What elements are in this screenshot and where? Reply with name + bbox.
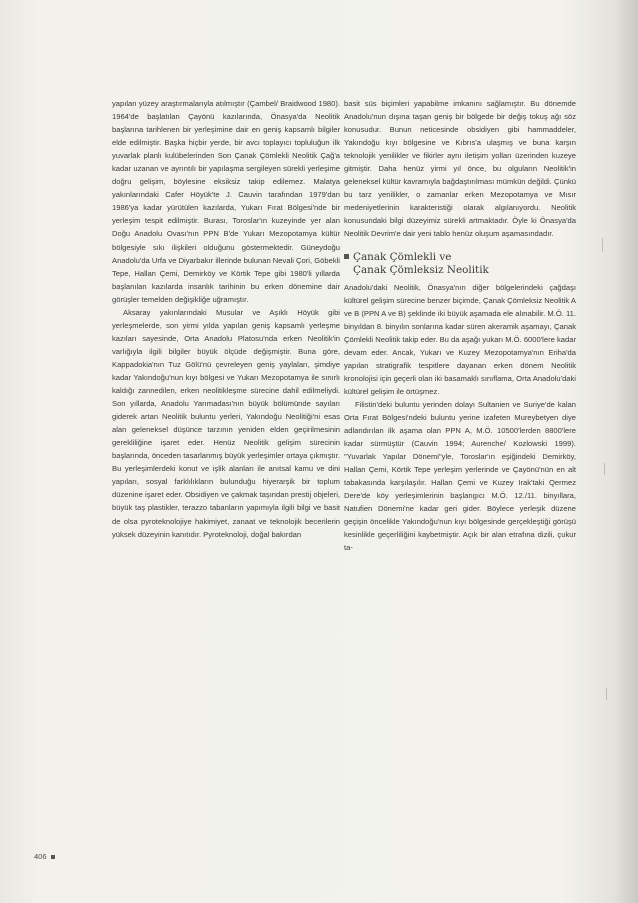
paragraph: yapılan yüzey araştırmalarıyla atılmıştır (Çambel/ Braidwood 1980). 1964'de başlatılan Çayönü kazılarında, Önasya'da Neolitik başlarına tarihlenen bir yerleşimine dair en geniş kapsamlı bilgiler elde edilmiştir. Başka hiçbir yerde, bir avcı toplayıcı topluluğun ilk yuvarlak planlı kulübelerinden Son Çanak Çömlekli Neolitik Çağ'a kadar uzanan ve ayrıntılı bir yapılaşma sergileyen sürekli yerleşime doğru gelişim, böylesine eksiksiz takip edilemez. Malatya yakınlarındaki Cafer Höyük'te J. Cauvin tarafından 1979'dan 1986'ya kadar yürütülen kazılarda, Yukarı Fırat Bölgesi'nde bir yerleşim tespit edilmiştir. Burası, Toroslar'ın kuzeyinde yer alan Doğu Anadolu Ovası'nın PPN B'de Yukarı Mezopotamya kültür bölgesiyle sıkı ilişkileri olduğunu göstermektedir. Güneydoğu Anadolu'da Urfa ve Diyarbakır illerinde bulunan Nevali Çori, Göbekli Tepe, Hallan Çemi, Demirköy ve Körtik Tepe gibi 1980'li yıllarda başlanılan kazılarda insanlık tarihinin bu erken dönemine dair görüşler temelden değişikliğe uğramıştır.	[112, 99, 340, 304]
section-title-line2: Çanak Çömleksiz Neolitik	[353, 263, 489, 276]
page-number-text: 406	[34, 852, 47, 861]
margin-rule	[604, 463, 605, 475]
section-heading	[344, 251, 576, 277]
text-column-left	[112, 97, 340, 541]
square-bullet-icon	[51, 855, 55, 859]
square-bullet-icon	[344, 254, 349, 259]
paragraph: Filistin'deki buluntu yerinden dolayı Sultanien ve Suriye'de kalan Orta Fırat Bölgesi'ndeki buluntu yerine izafeten Mureybetyen diye adlandırılan ilk aşama olan PPN A, M.Ö. 10500'lerden 8800'lere kadar sürmüştür (Cauvin 1994; Aurenche/ Kozlowski 1999). "Yuvarlak Yapılar Dönemi"yle, Toroslar'ın eşiğindeki Demirköy, Hallan Çemi, Körtik Tepe yerleşim yerlerinde ve Çayönü'nün en alt tabakasında karşılaşılır. Hallan Çemi ve Kuzey Irak'taki Qermez Dere'de köy yerleşimlerinin başlangıcı M.Ö. 12./11. binyıllara, Natufien Dönemi'ne kadar geri gider. Böylece yerleşik düzene geçişin öncelikle Yakındoğu'nun kıyı bölgesinde gerçekleştiği görüşü kesinlikle geçerliliğini kaybetmiştir. Açık bir alan etrafına dizili, çukur ta-	[344, 399, 576, 553]
page-number	[34, 852, 59, 861]
paragraph: basit süs biçimleri yapabilme imkanını sağlamıştır. Bu dönemde Anadolu'nun dışına taşan geniş bir bölgede bir değiş tokuş ağı söz konusudur. Bunun neticesinde obsidiyen gibi hammaddeler, Yakındoğu kıyı bölgesine ve Kıbrıs'a ulaşmış ve buna karşın teknolojik yenilikler ve fikirler aynı iletişim yolları üzerinden kuzeye gitmiştir. Daha henüz yirmi yıl önce, bu olguların Neolitik'in geleneksel kültür kavramıyla bağdaştırılması mümkün değildi. Çünkü bu tarz yenilikler, o zamanlar erken Mezopotamya ve Mısır medeniyetlerinin karakteristiği olarak algılanıyordu. Neolitik konusundaki bilgi düzeyimiz sürekli artmaktadır. Öyle ki Önasya'da Neolitik Devrim'e dair yeni tablo henüz oluşum aşamasındadır.	[344, 99, 576, 239]
margin-rule	[606, 688, 607, 700]
section-title-line1: Çanak Çömlekli ve	[353, 250, 452, 263]
paragraph: Aksaray yakınlarındaki Musular ve Aşıklı Höyük gibi yerleşmelerde, son yirmi yılda yapılan geniş kapsamlı yerleşme kazıları sayesinde, Orta Anadolu Platosu'nda erken Neolitik'in varlığıyla ilgili bilgiler büyük ölçüde değişmiştir. Buna göre, Kappadokia'nın Tuz Gölü'nü çevreleyen geniş yaylaları, şimdiye kadar Yakındoğu'nun kıyı bölgesi ve Yukarı Mezopotamya ile sınırlı kaldığı zannedilen, erken neolitikleşme sürecine dahil edilmeliydi. Son yıllarda, Anadolu Yarımadası'nın büyük bölümünde sayıları giderek artan Neolitik buluntu yerleri, Yakındoğu Neolitiği'ni esas alan geleneksel düşünce tarzının yeniden elden geçirilmesinin gerekliliğine işaret eder. Henüz Neolitik gelişim sürecinin başlarında, önceden tasarlanmış büyük yerleşimler ortaya çıkmıştır. Bu yerleşimlerdeki konut ve işlik alanları ile anıtsal kamu ve dini yapıları, sosyal farklılıkların bulunduğu hiyerarşik bir toplum düzenine işaret eder. Obsidiyen ve çakmak taşından prestij objeleri, büyük taş plastikler, terazzo tabanların yapımıyla ilgili bilgi ve basit de olsa pyroteknolojiye hakimiyet, zanaat ve teknolojik becerilerin yüksek düzeyinin kanıtıdır. Pyroteknoloji, doğal bakırdan	[112, 307, 340, 539]
margin-rule	[602, 238, 603, 252]
paragraph: Anadolu'daki Neolitik, Önasya'nın diğer bölgelerindeki çağdaşı kültürel gelişim sürecine benzer biçimde, Çanak Çömleksiz Neolitik A ve B (PPN A ve B) şeklinde iki büyük aşamada ele alınabilir. M.Ö. 11. binyıldan 8. binyılın sonlarına kadar süren akeramik aşamayı, Çanak Çömlekli Neolitik takip eder. Bu da aşağı yukarı M.Ö. 6000'lere kadar devam eder. Ancak, Yukarı ve Kuzey Mezopotamya'nın Eriha'da yapılan stratigrafik tespitlere dayanan erken dönem Neolitik kronolojisi için geçerli olan iki basamaklı sınıflama, Orta Anadolu'daki kültürel gelişim ile örtüşmez.	[344, 282, 576, 396]
text-column-right	[344, 97, 576, 555]
